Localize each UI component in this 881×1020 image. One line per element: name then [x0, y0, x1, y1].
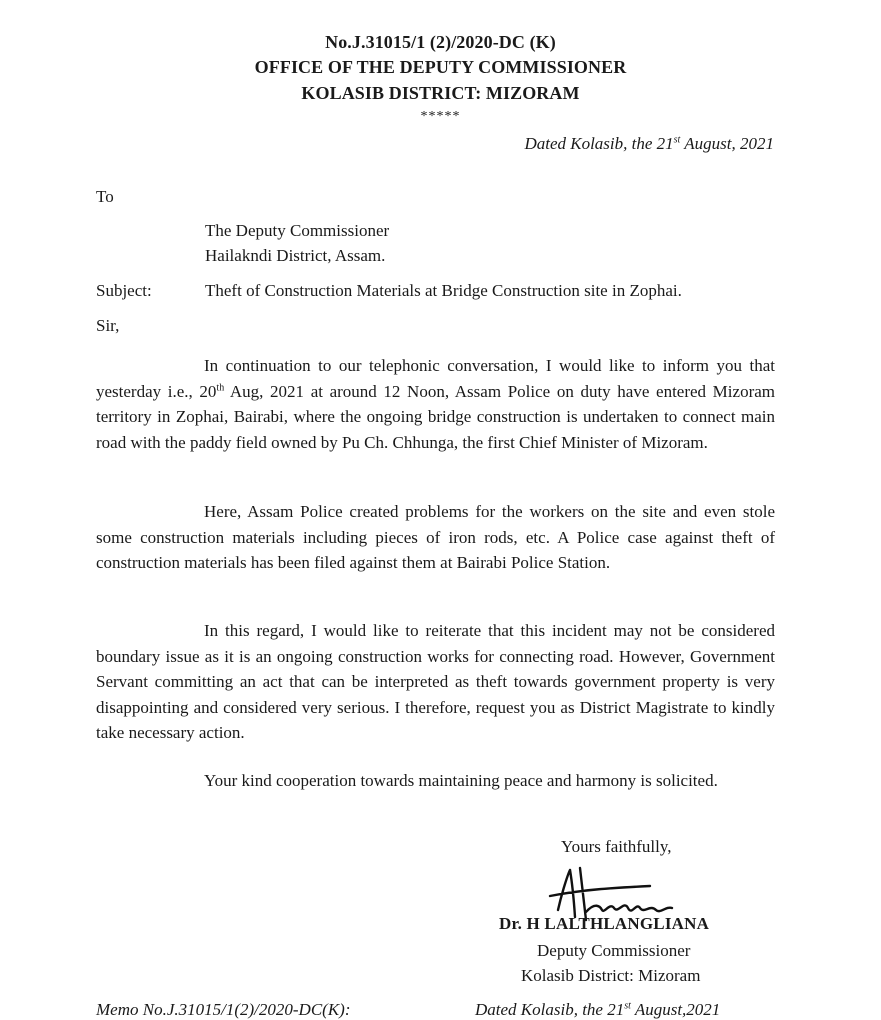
- paragraph-1: [96, 353, 775, 455]
- memo-date-sup: st: [624, 1000, 631, 1012]
- reference-number: No.J.31015/1 (2)/2020-DC (K): [325, 32, 556, 52]
- header-stars: *****: [420, 109, 461, 124]
- closing: Yours faithfully,: [561, 837, 672, 856]
- recipient-line-2: Hailakndi District, Assam.: [205, 246, 386, 265]
- paragraph-4: Your kind cooperation towards maintaining peace and harmony is solicited.: [204, 771, 718, 790]
- office-name: OFFICE OF THE DEPUTY COMMISSIONER: [254, 57, 627, 77]
- memo-date-suffix: August,2021: [630, 1000, 721, 1019]
- salutation: Sir,: [96, 316, 120, 335]
- letter-date-sup: st: [673, 134, 681, 146]
- paragraph-1-sup: th: [216, 381, 225, 393]
- signatory-name: Dr. H LALTHLANGLIANA: [499, 914, 710, 933]
- paragraph-2: Here, Assam Police created problems for the workers on the site and even stole some construction materials including pieces of iron rods, etc. A Police case against theft of construction materials has been filed against them at Bairabi Police Station.: [96, 502, 775, 573]
- letter-date-suffix: August, 2021: [680, 134, 774, 153]
- to-label: To: [96, 187, 114, 206]
- letter-date: [524, 134, 774, 154]
- letter-date-prefix: Dated Kolasib, the 21: [524, 134, 674, 153]
- memo-date: [475, 1000, 720, 1020]
- district-name: KOLASIB DISTRICT: MIZORAM: [301, 83, 580, 103]
- paragraph-1-part-b: Aug, 2021 at around 12 Noon, Assam Police on duty have entered Mizoram territory in Zophai, Bairabi, where the ongoing bridge construction is undertaken to connect main road with the paddy field owned by Pu Ch. Chhunga, the first Chief Minister of Mizoram.: [96, 381, 775, 452]
- subject-label: Subject:: [96, 281, 152, 300]
- memo-number: Memo No.J.31015/1(2)/2020-DC(K):: [96, 1000, 351, 1019]
- paragraph-1-part-a: In continuation to our telephonic conversation, I would like to inform you that yesterday i.e., 20: [96, 356, 775, 401]
- memo-date-prefix: Dated Kolasib, the 21: [475, 1000, 625, 1019]
- subject-text: Theft of Construction Materials at Bridge Construction site in Zophai.: [205, 281, 682, 300]
- signatory-office: Kolasib District: Mizoram: [521, 966, 701, 985]
- paragraph-3: In this regard, I would like to reiterate that this incident may not be considered boundary issue as it is an ongoing construction works for connecting road. However, Government Servant committing an act that can be interpreted as theft towards government property is very disappointing and considered very serious. I therefore, request you as District Magistrate to kindly take necessary action.: [96, 621, 775, 743]
- recipient-line-1: The Deputy Commissioner: [205, 221, 390, 240]
- signatory-title: Deputy Commissioner: [537, 941, 691, 960]
